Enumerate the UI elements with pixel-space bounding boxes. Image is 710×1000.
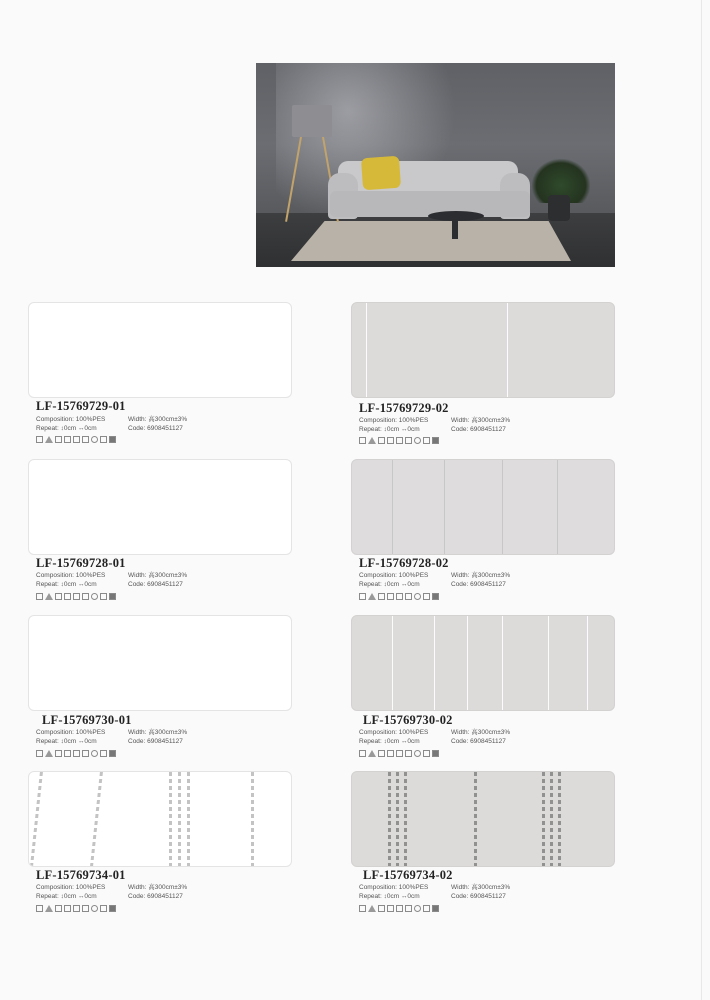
wash-30-icon <box>359 905 366 912</box>
product-specs: Composition: 100%PES Width: 高300cm±3% Repeat: ↕0cm ↔0cm Code: 6908451127 <box>359 572 511 588</box>
iron-low-icon <box>405 593 412 600</box>
fabric-swatch <box>351 459 615 555</box>
no-tumble-dry-icon <box>64 750 71 757</box>
fabric-label-icon <box>109 750 116 757</box>
no-steam-icon <box>100 750 107 757</box>
care-icons <box>36 750 116 759</box>
no-bleach-icon <box>45 436 53 443</box>
no-wring-icon <box>378 593 385 600</box>
fabric-swatch <box>28 771 292 867</box>
no-bleach-icon <box>368 437 376 444</box>
swatch-stripe <box>396 772 399 866</box>
product-specs: Composition: 100%PES Width: 高300cm±3% Repeat: ↕0cm ↔0cm Code: 6908451127 <box>359 729 511 745</box>
swatch-stripe <box>404 772 407 866</box>
rug <box>291 221 571 261</box>
iron-low-icon <box>405 437 412 444</box>
no-bleach-icon <box>45 750 53 757</box>
no-wring-icon <box>55 750 62 757</box>
wash-30-icon <box>36 905 43 912</box>
iron-low-icon <box>82 905 89 912</box>
care-icons <box>359 437 439 446</box>
product-code: LF-15769728-01 <box>36 556 126 570</box>
line-dry-icon <box>73 593 80 600</box>
wash-30-icon <box>359 437 366 444</box>
swatch-stripe <box>507 303 508 397</box>
page-edge-line <box>701 0 702 1000</box>
line-dry-icon <box>396 905 403 912</box>
swatch-stripe <box>587 616 588 710</box>
wash-30-icon <box>36 750 43 757</box>
care-icons <box>359 750 439 759</box>
dry-clean-p-icon <box>91 593 98 600</box>
product-specs: Composition: 100%PES Width: 高300cm±3% Repeat: ↕0cm ↔0cm Code: 6908451127 <box>36 572 188 588</box>
no-wring-icon <box>55 905 62 912</box>
product-code: LF-15769728-02 <box>359 556 449 570</box>
no-tumble-dry-icon <box>387 750 394 757</box>
wash-30-icon <box>36 436 43 443</box>
fabric-label-icon <box>432 905 439 912</box>
no-steam-icon <box>423 437 430 444</box>
product-specs: Composition: 100%PES Width: 高300cm±3% Repeat: ↕0cm ↔0cm Code: 6908451127 <box>36 884 188 900</box>
line-dry-icon <box>73 750 80 757</box>
iron-low-icon <box>405 905 412 912</box>
swatch-stripe <box>558 772 561 866</box>
fabric-label-icon <box>109 905 116 912</box>
swatch-stripe <box>392 616 393 710</box>
no-wring-icon <box>378 905 385 912</box>
no-steam-icon <box>423 593 430 600</box>
no-steam-icon <box>100 436 107 443</box>
wash-30-icon <box>359 593 366 600</box>
swatch-stripe <box>434 616 435 710</box>
dry-clean-p-icon <box>414 437 421 444</box>
no-bleach-icon <box>45 593 53 600</box>
fabric-label-icon <box>432 593 439 600</box>
dry-clean-p-icon <box>414 750 421 757</box>
swatch-stripe <box>388 772 391 866</box>
product-specs: Composition: 100%PES Width: 高300cm±3% Repeat: ↕0cm ↔0cm Code: 6908451127 <box>36 416 188 432</box>
line-dry-icon <box>73 436 80 443</box>
no-steam-icon <box>423 905 430 912</box>
room-photo <box>256 63 615 267</box>
fabric-label-icon <box>432 750 439 757</box>
no-tumble-dry-icon <box>64 593 71 600</box>
wash-30-icon <box>359 750 366 757</box>
product-specs: Composition: 100%PES Width: 高300cm±3% Repeat: ↕0cm ↔0cm Code: 6908451127 <box>359 884 511 900</box>
product-code: LF-15769734-01 <box>36 868 126 882</box>
swatch-stripe <box>30 772 43 866</box>
coffee-table-leg <box>452 219 458 239</box>
fabric-swatch <box>351 615 615 711</box>
swatch-stripe <box>542 772 545 866</box>
dry-clean-p-icon <box>414 593 421 600</box>
care-icons <box>36 593 116 602</box>
line-dry-icon <box>396 750 403 757</box>
swatch-stripe <box>90 772 103 866</box>
swatch-stripe <box>502 616 503 710</box>
product-specs: Composition: 100%PES Width: 高300cm±3% Repeat: ↕0cm ↔0cm Code: 6908451127 <box>36 729 188 745</box>
fabric-label-icon <box>109 436 116 443</box>
product-code: LF-15769730-01 <box>42 713 132 727</box>
no-wring-icon <box>378 437 385 444</box>
swatch-stripe <box>366 303 367 397</box>
dry-clean-p-icon <box>414 905 421 912</box>
swatch-stripe <box>251 772 254 866</box>
yellow-pillow <box>361 156 401 191</box>
product-code: LF-15769729-02 <box>359 401 449 415</box>
swatch-stripe <box>467 616 468 710</box>
wash-30-icon <box>36 593 43 600</box>
no-wring-icon <box>55 593 62 600</box>
no-tumble-dry-icon <box>387 437 394 444</box>
fabric-swatch <box>351 771 615 867</box>
dry-clean-p-icon <box>91 905 98 912</box>
fabric-swatch <box>351 302 615 398</box>
swatch-stripe <box>557 460 558 554</box>
line-dry-icon <box>396 437 403 444</box>
care-icons <box>359 905 439 914</box>
iron-low-icon <box>82 750 89 757</box>
fabric-label-icon <box>109 593 116 600</box>
plant-pot <box>548 195 570 221</box>
fabric-swatch <box>28 459 292 555</box>
no-steam-icon <box>100 593 107 600</box>
no-tumble-dry-icon <box>64 905 71 912</box>
floor-lamp <box>292 105 332 137</box>
swatch-stripe <box>392 460 393 554</box>
swatch-stripe <box>502 460 503 554</box>
no-tumble-dry-icon <box>387 593 394 600</box>
swatch-stripe <box>474 772 477 866</box>
iron-low-icon <box>82 593 89 600</box>
product-code: LF-15769730-02 <box>363 713 453 727</box>
swatch-stripe <box>169 772 172 866</box>
swatch-stripe <box>444 460 445 554</box>
no-wring-icon <box>378 750 385 757</box>
no-bleach-icon <box>368 905 376 912</box>
no-bleach-icon <box>368 750 376 757</box>
iron-low-icon <box>82 436 89 443</box>
no-steam-icon <box>423 750 430 757</box>
fabric-label-icon <box>432 437 439 444</box>
swatch-stripe <box>550 772 553 866</box>
care-icons <box>359 593 439 602</box>
no-bleach-icon <box>368 593 376 600</box>
no-bleach-icon <box>45 905 53 912</box>
product-code: LF-15769734-02 <box>363 868 453 882</box>
care-icons <box>36 905 116 914</box>
swatch-stripe <box>187 772 190 866</box>
product-specs: Composition: 100%PES Width: 高300cm±3% Repeat: ↕0cm ↔0cm Code: 6908451127 <box>359 417 511 433</box>
line-dry-icon <box>73 905 80 912</box>
care-icons <box>36 436 116 445</box>
iron-low-icon <box>405 750 412 757</box>
dry-clean-p-icon <box>91 750 98 757</box>
fabric-swatch <box>28 302 292 398</box>
no-wring-icon <box>55 436 62 443</box>
fabric-swatch <box>28 615 292 711</box>
product-code: LF-15769729-01 <box>36 399 126 413</box>
dry-clean-p-icon <box>91 436 98 443</box>
line-dry-icon <box>396 593 403 600</box>
swatch-stripe <box>548 616 549 710</box>
no-steam-icon <box>100 905 107 912</box>
swatch-stripe <box>178 772 181 866</box>
no-tumble-dry-icon <box>64 436 71 443</box>
no-tumble-dry-icon <box>387 905 394 912</box>
